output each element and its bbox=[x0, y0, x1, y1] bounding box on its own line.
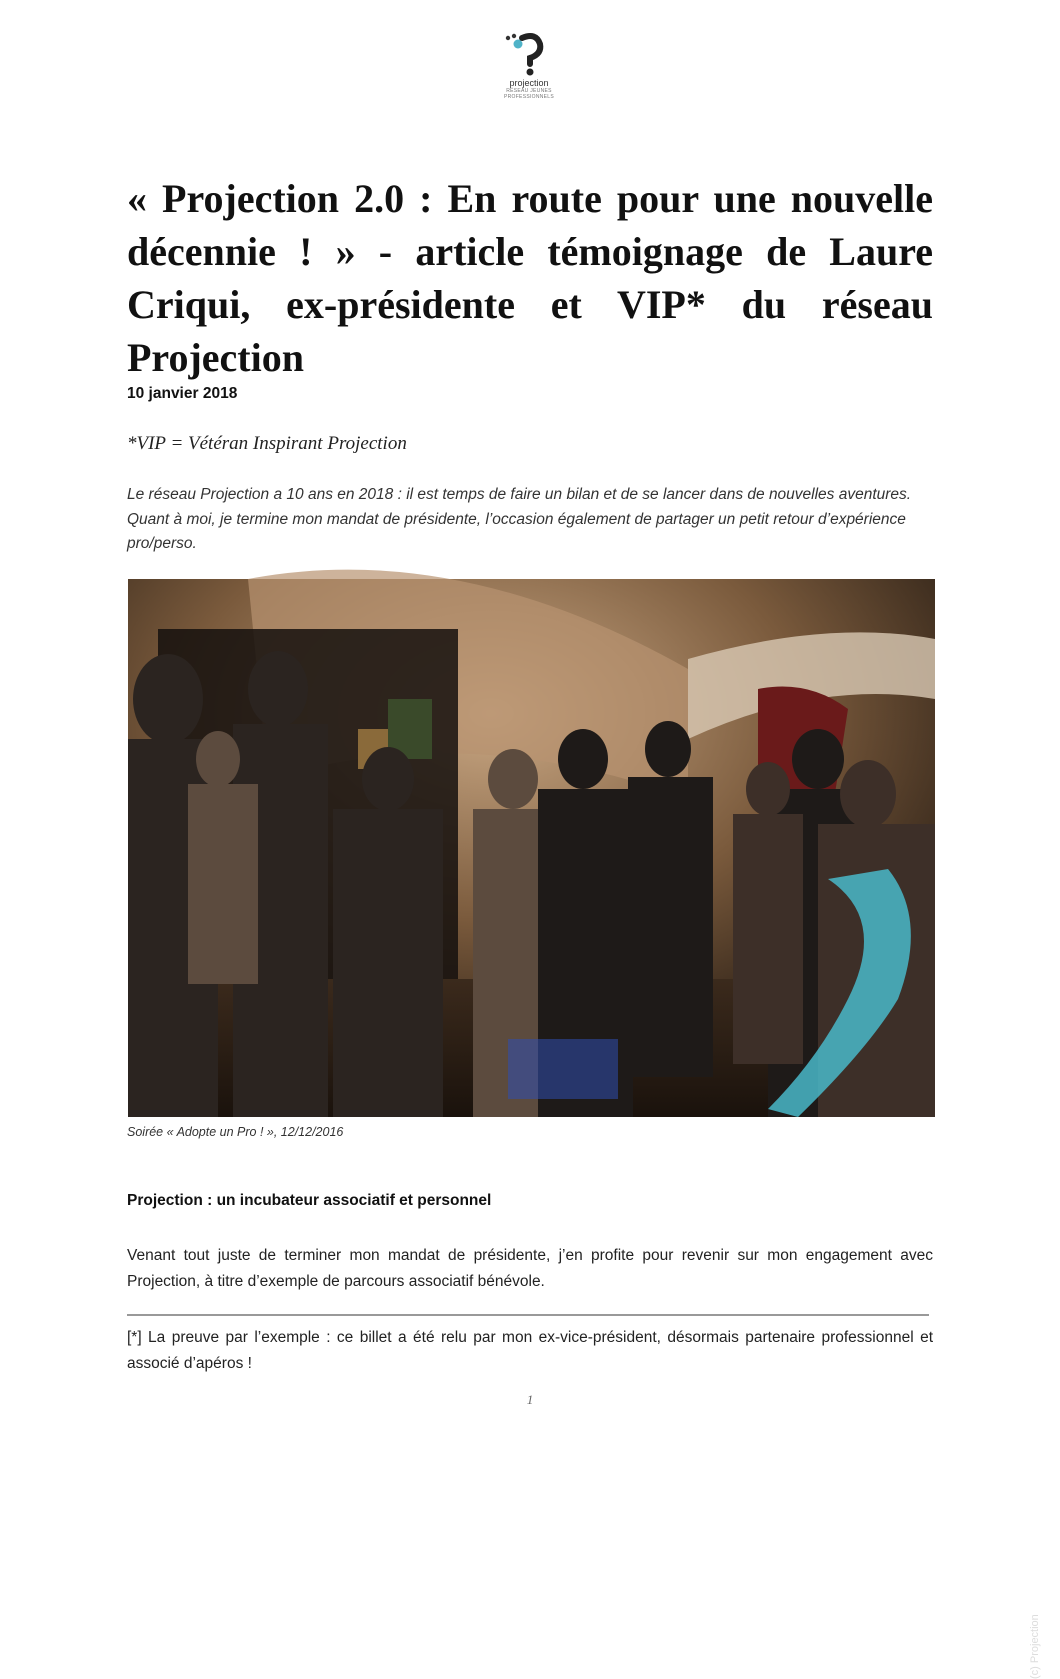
article-title: « Projection 2.0 : En route pour une nouvelle décennie ! » - article témoignage de Laure Criqui, ex-présidente et VIP* du réseau Projection bbox=[127, 176, 933, 380]
page-number: 1 bbox=[526, 1392, 534, 1407]
photo-credit: (c) Projection bbox=[1029, 1614, 1041, 1679]
article-intro: Le réseau Projection a 10 ans en 2018 : il est temps de faire un bilan et de se lancer dans de nouvelles aventures. Quant à moi, je termine mon mandat de présidente, l’occasion également de partager un petit retour d’expérience pro/perso. bbox=[127, 486, 912, 552]
projection-logo-icon bbox=[484, 28, 574, 78]
event-photo-illustration bbox=[128, 579, 935, 1117]
logo-wordmark: projection bbox=[509, 78, 549, 88]
photo-caption: Soirée « Adopte un Pro ! », 12/12/2016 bbox=[127, 1125, 344, 1139]
projection-logo bbox=[484, 28, 574, 100]
footnote-separator bbox=[127, 1314, 929, 1316]
body-paragraph: Venant tout juste de terminer mon mandat de présidente, j’en profite pour revenir sur mon engagement avec Projection, à titre d’exemple de parcours associatif bénévole. bbox=[127, 1247, 933, 1290]
article-date: 10 janvier 2018 bbox=[127, 385, 238, 402]
section-heading: Projection : un incubateur associatif et personnel bbox=[127, 1192, 492, 1209]
logo-tagline: RÉSEAU JEUNES PROFESSIONNELS bbox=[503, 88, 555, 100]
footnote: [*] La preuve par l’exemple : ce billet a été relu par mon ex-vice-président, désormais partenaire professionnel et associé d’apéros ! bbox=[127, 1329, 933, 1372]
vip-definition: *VIP = Vétéran Inspirant Projection bbox=[127, 433, 407, 454]
